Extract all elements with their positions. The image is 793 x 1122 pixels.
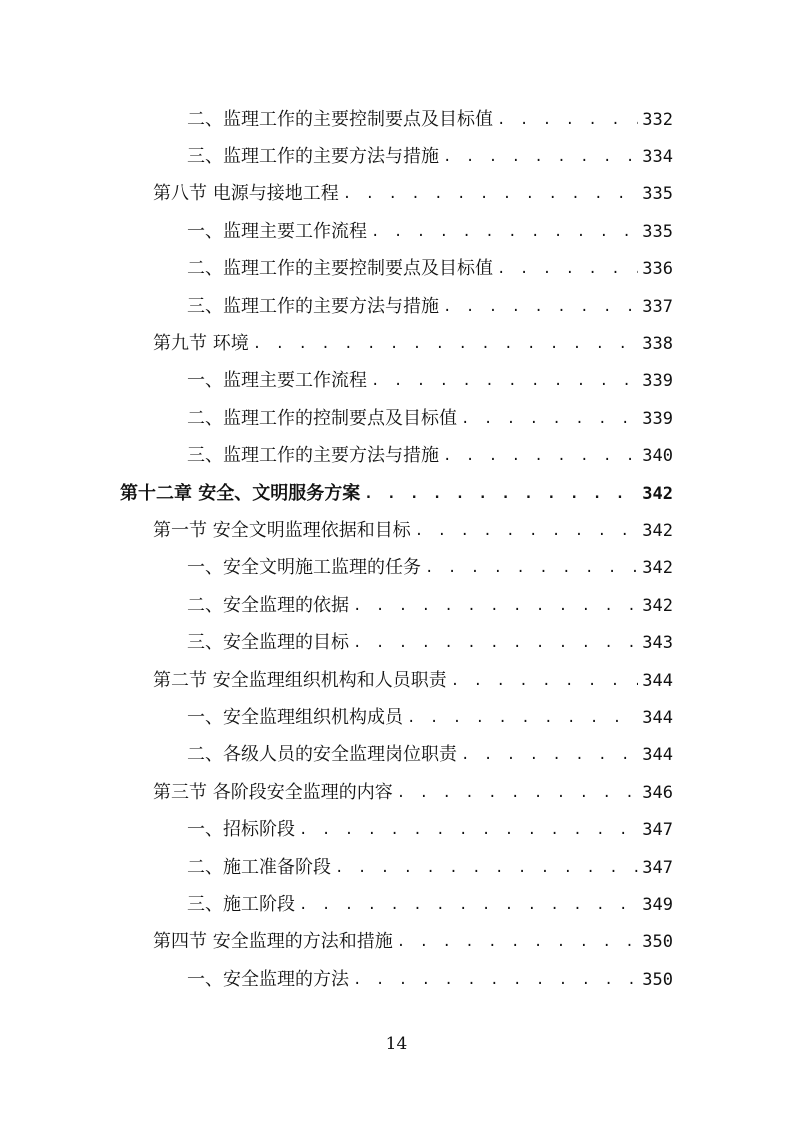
toc-subsection-entry[interactable] [0,363,793,400]
toc-dot-leader [371,369,638,393]
toc-entry-title: 一、安全文明施工监理的任务 [187,557,421,579]
toc-entry-title: 第八节 电源与接地工程 [153,183,339,205]
toc-entry-title: 二、监理工作的主要控制要点及目标值 [187,258,493,280]
toc-dot-leader [497,257,638,281]
toc-entry-title: 二、各级人员的安全监理岗位职责 [187,744,457,766]
toc-entry-title: 二、监理工作的主要控制要点及目标值 [187,108,493,130]
toc-dot-leader [497,108,638,132]
toc-entry-page: 344 [642,745,673,766]
toc-entry-page: 344 [642,670,673,691]
toc-entry-page: 350 [642,969,673,990]
toc-dot-leader [397,930,639,954]
toc-entry-page: 342 [642,483,673,504]
toc-subsection-entry[interactable] [0,101,793,138]
toc-dot-leader [415,519,639,543]
toc-dot-leader [343,182,639,206]
toc-entry-title: 三、施工阶段 [187,893,295,915]
toc-entry-title: 第一节 安全文明监理依据和目标 [153,519,411,541]
toc-dot-leader [461,743,638,767]
toc-dot-leader [353,594,638,618]
toc-entry-page: 350 [642,932,673,953]
toc-entry-page: 338 [642,334,673,355]
toc-dot-leader [461,407,638,431]
toc-section-entry[interactable] [0,176,793,213]
toc-entry-title: 三、安全监理的目标 [187,632,349,654]
toc-entry-page: 342 [642,595,673,616]
toc-section-entry[interactable] [0,325,793,362]
toc-dot-leader [397,781,639,805]
toc-entry-title: 二、安全监理的依据 [187,594,349,616]
toc-entry-page: 339 [642,408,673,429]
toc-subsection-entry[interactable] [0,624,793,661]
toc-entry-page: 343 [642,633,673,654]
toc-dot-leader [443,295,638,319]
toc-entry-page: 346 [642,782,673,803]
table-of-contents [0,101,793,998]
toc-entry-page: 335 [642,184,673,205]
toc-entry-title: 一、安全监理组织机构成员 [187,706,403,728]
toc-entry-title: 三、监理工作的主要方法与措施 [187,445,439,467]
toc-subsection-entry[interactable] [0,213,793,250]
toc-subsection-entry[interactable] [0,886,793,923]
toc-subsection-entry[interactable] [0,811,793,848]
toc-chapter-entry[interactable] [0,475,793,512]
toc-subsection-entry[interactable] [0,251,793,288]
page-number: 14 [385,1034,408,1054]
toc-subsection-entry[interactable] [0,550,793,587]
toc-entry-title: 二、施工准备阶段 [187,856,331,878]
toc-entry-page: 340 [642,446,673,467]
toc-entry-page: 336 [642,259,673,280]
toc-subsection-entry[interactable] [0,138,793,175]
toc-subsection-entry[interactable] [0,849,793,886]
toc-subsection-entry[interactable] [0,961,793,998]
toc-subsection-entry[interactable] [0,587,793,624]
toc-dot-leader [451,669,639,693]
toc-entry-page: 342 [642,558,673,579]
toc-subsection-entry[interactable] [0,737,793,774]
toc-entry-title: 第四节 安全监理的方法和措施 [153,931,393,953]
toc-subsection-entry[interactable] [0,699,793,736]
toc-dot-leader [364,482,638,506]
toc-entry-title: 一、招标阶段 [187,819,295,841]
toc-subsection-entry[interactable] [0,438,793,475]
toc-entry-title: 一、监理主要工作流程 [187,220,367,242]
toc-entry-title: 第三节 各阶段安全监理的内容 [153,781,393,803]
toc-entry-page: 337 [642,296,673,317]
toc-entry-title: 三、监理工作的主要方法与措施 [187,146,439,168]
toc-section-entry[interactable] [0,924,793,961]
toc-dot-leader [407,706,638,730]
toc-entry-page: 349 [642,894,673,915]
toc-entry-title: 三、监理工作的主要方法与措施 [187,295,439,317]
toc-dot-leader [299,818,638,842]
toc-subsection-entry[interactable] [0,288,793,325]
toc-dot-leader [443,444,638,468]
toc-subsection-entry[interactable] [0,400,793,437]
toc-entry-page: 339 [642,371,673,392]
toc-entry-page: 344 [642,707,673,728]
toc-dot-leader [253,332,639,356]
toc-entry-title: 第二节 安全监理组织机构和人员职责 [153,669,447,691]
toc-entry-title: 一、安全监理的方法 [187,968,349,990]
toc-entry-title: 第十二章 安全、文明服务方案 [120,482,361,504]
toc-dot-leader [425,556,638,580]
toc-entry-page: 332 [642,109,673,130]
toc-entry-page: 342 [642,520,673,541]
toc-dot-leader [335,856,638,880]
toc-entry-page: 334 [642,147,673,168]
toc-dot-leader [299,893,638,917]
toc-section-entry[interactable] [0,512,793,549]
toc-entry-page: 347 [642,857,673,878]
toc-entry-page: 347 [642,820,673,841]
toc-dot-leader [353,631,638,655]
toc-dot-leader [443,145,638,169]
toc-dot-leader [371,220,638,244]
toc-entry-title: 二、监理工作的控制要点及目标值 [187,407,457,429]
toc-section-entry[interactable] [0,662,793,699]
toc-entry-title: 一、监理主要工作流程 [187,370,367,392]
toc-entry-page: 335 [642,221,673,242]
toc-entry-title: 第九节 环境 [153,333,249,355]
toc-section-entry[interactable] [0,774,793,811]
toc-dot-leader [353,968,638,992]
